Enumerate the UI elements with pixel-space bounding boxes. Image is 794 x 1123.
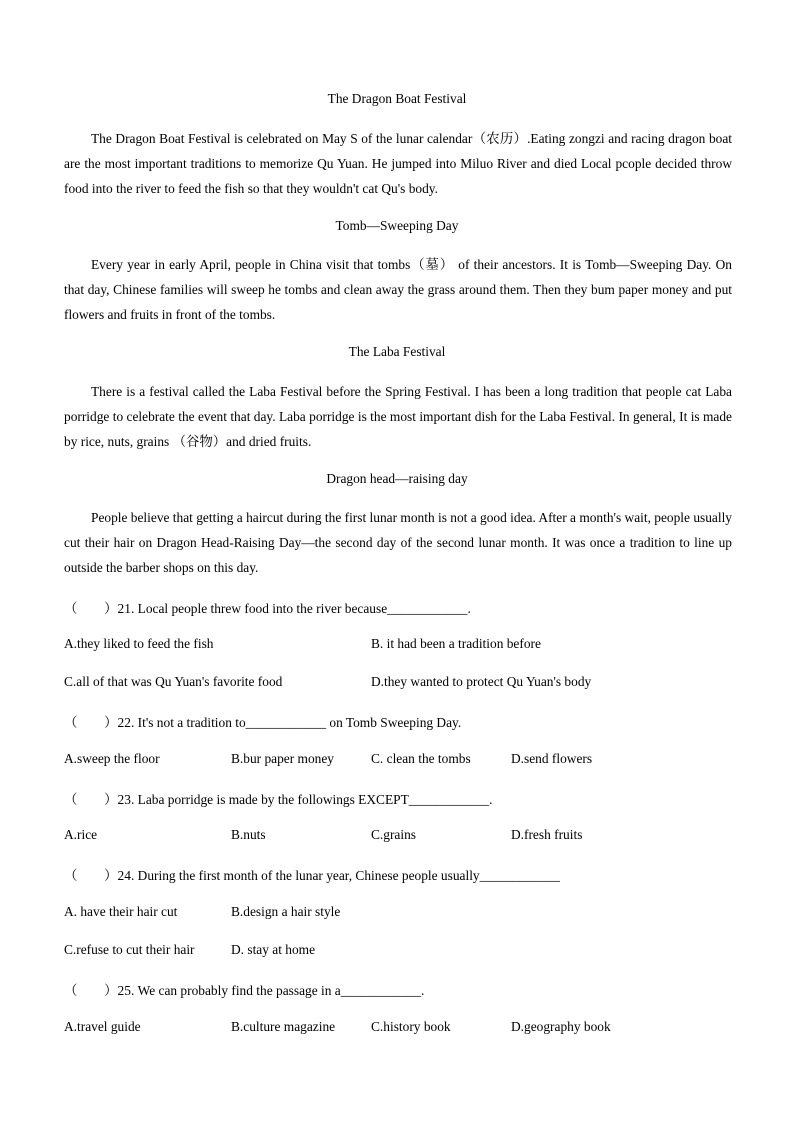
question-21-option-a[interactable]: A.they liked to feed the fish (64, 636, 214, 651)
question-23-stem: （ ）23. Laba porridge is made by the followings EXCEPT____________. (64, 792, 493, 807)
section-text-tomb-sweeping: Every year in early April, people in China visit that tombs（墓） of their ancestors. It is Tomb—Sweeping Day. On that day, Chinese families will sweep he tombs and clean away the grass around them. Then they bum paper money and put flowers and fruits in front of the tombs. (64, 257, 732, 322)
section-title-laba: The Laba Festival (348, 344, 446, 359)
question-22-option-a[interactable]: A.sweep the floor (64, 751, 160, 766)
section-text-laba: There is a festival called the Laba Festival before the Spring Festival. I has been a long tradition that people cat Laba porridge to celebrate the event that day. Laba porridge is the most important dish for the Laba Festival. In general, It is made by rice, nuts, grains （谷物）and dried fruits. (64, 384, 732, 449)
question-23-option-b[interactable]: B.nuts (231, 827, 266, 842)
question-21-option-c[interactable]: C.all of that was Qu Yuan's favorite food (64, 674, 283, 689)
question-23-option-a[interactable]: A.rice (64, 827, 98, 842)
question-25-option-b[interactable]: B.culture magazine (231, 1019, 336, 1034)
question-21-stem: （ ）21. Local people threw food into the river because____________. (64, 601, 471, 616)
question-24-stem: （ ）24. During the first month of the lunar year, Chinese people usually____________ (64, 868, 560, 883)
question-24-option-d[interactable]: D. stay at home (231, 942, 316, 957)
question-22-stem: （ ）22. It's not a tradition to____________ on Tomb Sweeping Day. (64, 715, 462, 730)
question-23-option-c[interactable]: C.grains (371, 827, 417, 842)
question-25-option-c[interactable]: C.history book (371, 1019, 451, 1034)
question-24-option-a[interactable]: A. have their hair cut (64, 904, 178, 919)
section-title-dragon-boat: The Dragon Boat Festival (327, 91, 467, 106)
question-21-option-d[interactable]: D.they wanted to protect Qu Yuan's body (371, 674, 592, 689)
question-25-stem: （ ）25. We can probably find the passage in a____________. (64, 983, 425, 998)
question-23-option-d[interactable]: D.fresh fruits (511, 827, 583, 842)
section-text-dragon-head: People believe that getting a haircut during the first lunar month is not a good idea. After a month's wait, people usually cut their hair on Dragon Head-Raising Day—the second day of the second lunar month. It was once a tradition to line up outside the barber shops on this day. (64, 510, 732, 575)
question-21-option-b[interactable]: B. it had been a tradition before (371, 636, 541, 651)
section-title-dragon-head: Dragon head—raising day (326, 471, 468, 486)
question-22-option-b[interactable]: B.bur paper money (231, 751, 335, 766)
question-25-option-a[interactable]: A.travel guide (64, 1019, 141, 1034)
question-24-option-b[interactable]: B.design a hair style (231, 904, 341, 919)
section-text-dragon-boat: The Dragon Boat Festival is celebrated on May S of the lunar calendar（农历）.Eating zongzi and racing dragon boat are the most important traditions to memorize Qu Yuan. He jumped into Miluo River and died Local pcople decided throw food into the river to feed the fish so that they wouldn't cat Qu's body. (64, 131, 732, 196)
question-24-option-c[interactable]: C.refuse to cut their hair (64, 942, 195, 957)
question-22-option-c[interactable]: C. clean the tombs (371, 751, 471, 766)
section-title-tomb-sweeping: Tomb—Sweeping Day (335, 218, 459, 233)
question-22-option-d[interactable]: D.send flowers (511, 751, 593, 766)
question-25-option-d[interactable]: D.geography book (511, 1019, 611, 1034)
